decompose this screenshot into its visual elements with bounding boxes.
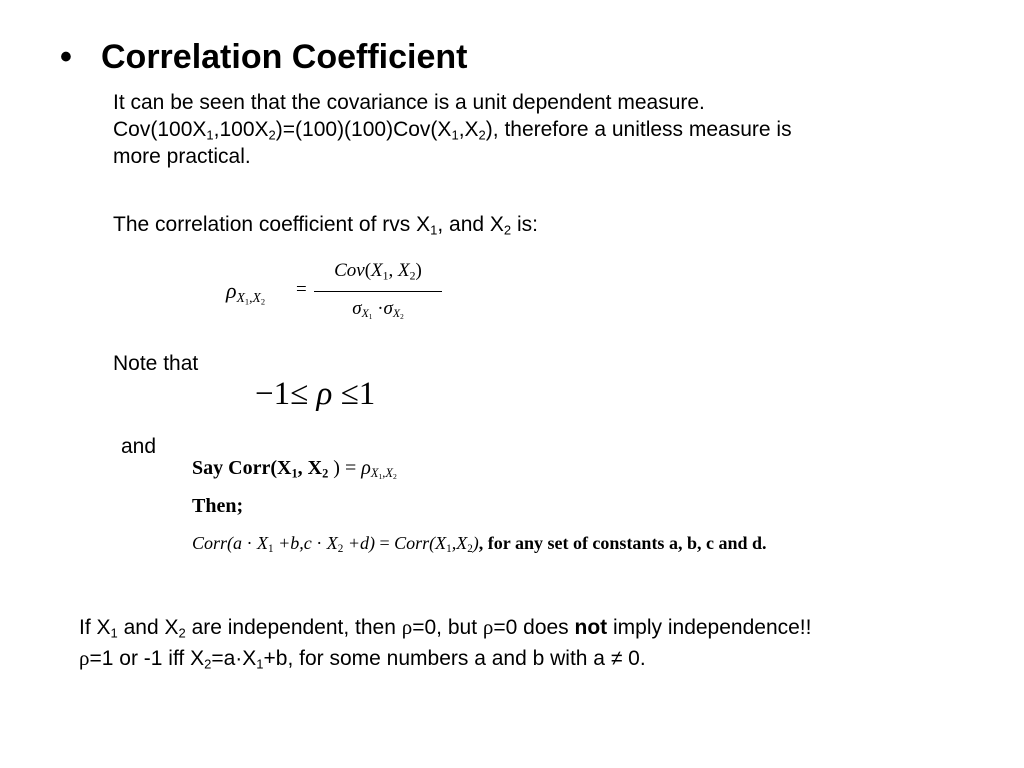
covariance-paragraph	[113, 89, 792, 170]
paragraph-line: more practical.	[113, 145, 251, 168]
definition-paragraph: The correlation coefficient of rvs $X_1$, and $X_2$ is:	[113, 213, 538, 238]
fraction-bar	[314, 291, 442, 292]
linear-relation-statement: ρ=1 or -1 iff $X_2=a\cdot X_1+b$, for some numbers a and b with a ≠ 0.	[79, 646, 646, 672]
fraction-numerator: $Cov(X_1$, $X_2$)	[334, 260, 422, 283]
rho-symbol: $\rho_{X_1,X_2}$	[226, 278, 266, 307]
equals-sign: =	[296, 279, 307, 300]
bullet-marker: •	[60, 38, 72, 76]
independence-statement: If $X_1$ and $X_2$ are independent, then ρ=0, but ρ=0 does not imply independence!!	[79, 615, 812, 641]
paragraph-line: $Cov(100X_1,100X_2)=(100)(100)Cov(X_1,X_2)$, therefore a unitless measure is	[113, 118, 792, 143]
fraction-denominator: $\sigma_{X_1} \cdot\sigma_{X_2}$	[352, 298, 404, 322]
then-label: Then;	[192, 495, 244, 517]
and-label: and	[121, 435, 157, 458]
note-label: Note that	[113, 352, 199, 375]
invariance-formula: Corr(a · $X_1 +b,c \cdot X_2 +d$) = $Corr(X_1,X_2)$, for any set of constants a, b, c and d.	[192, 533, 767, 556]
paragraph-line: It can be seen that the covariance is a unit dependent measure.	[113, 91, 705, 114]
correlation-formula	[226, 258, 466, 334]
range-formula: −1≤ ρ ≤1	[255, 376, 376, 412]
slide-title: Correlation Coefficient	[101, 38, 468, 76]
say-corr-line: Say $Corr(X_1$, $X_2$ ) = $\rho_{X_1,X_2}$	[192, 457, 397, 482]
